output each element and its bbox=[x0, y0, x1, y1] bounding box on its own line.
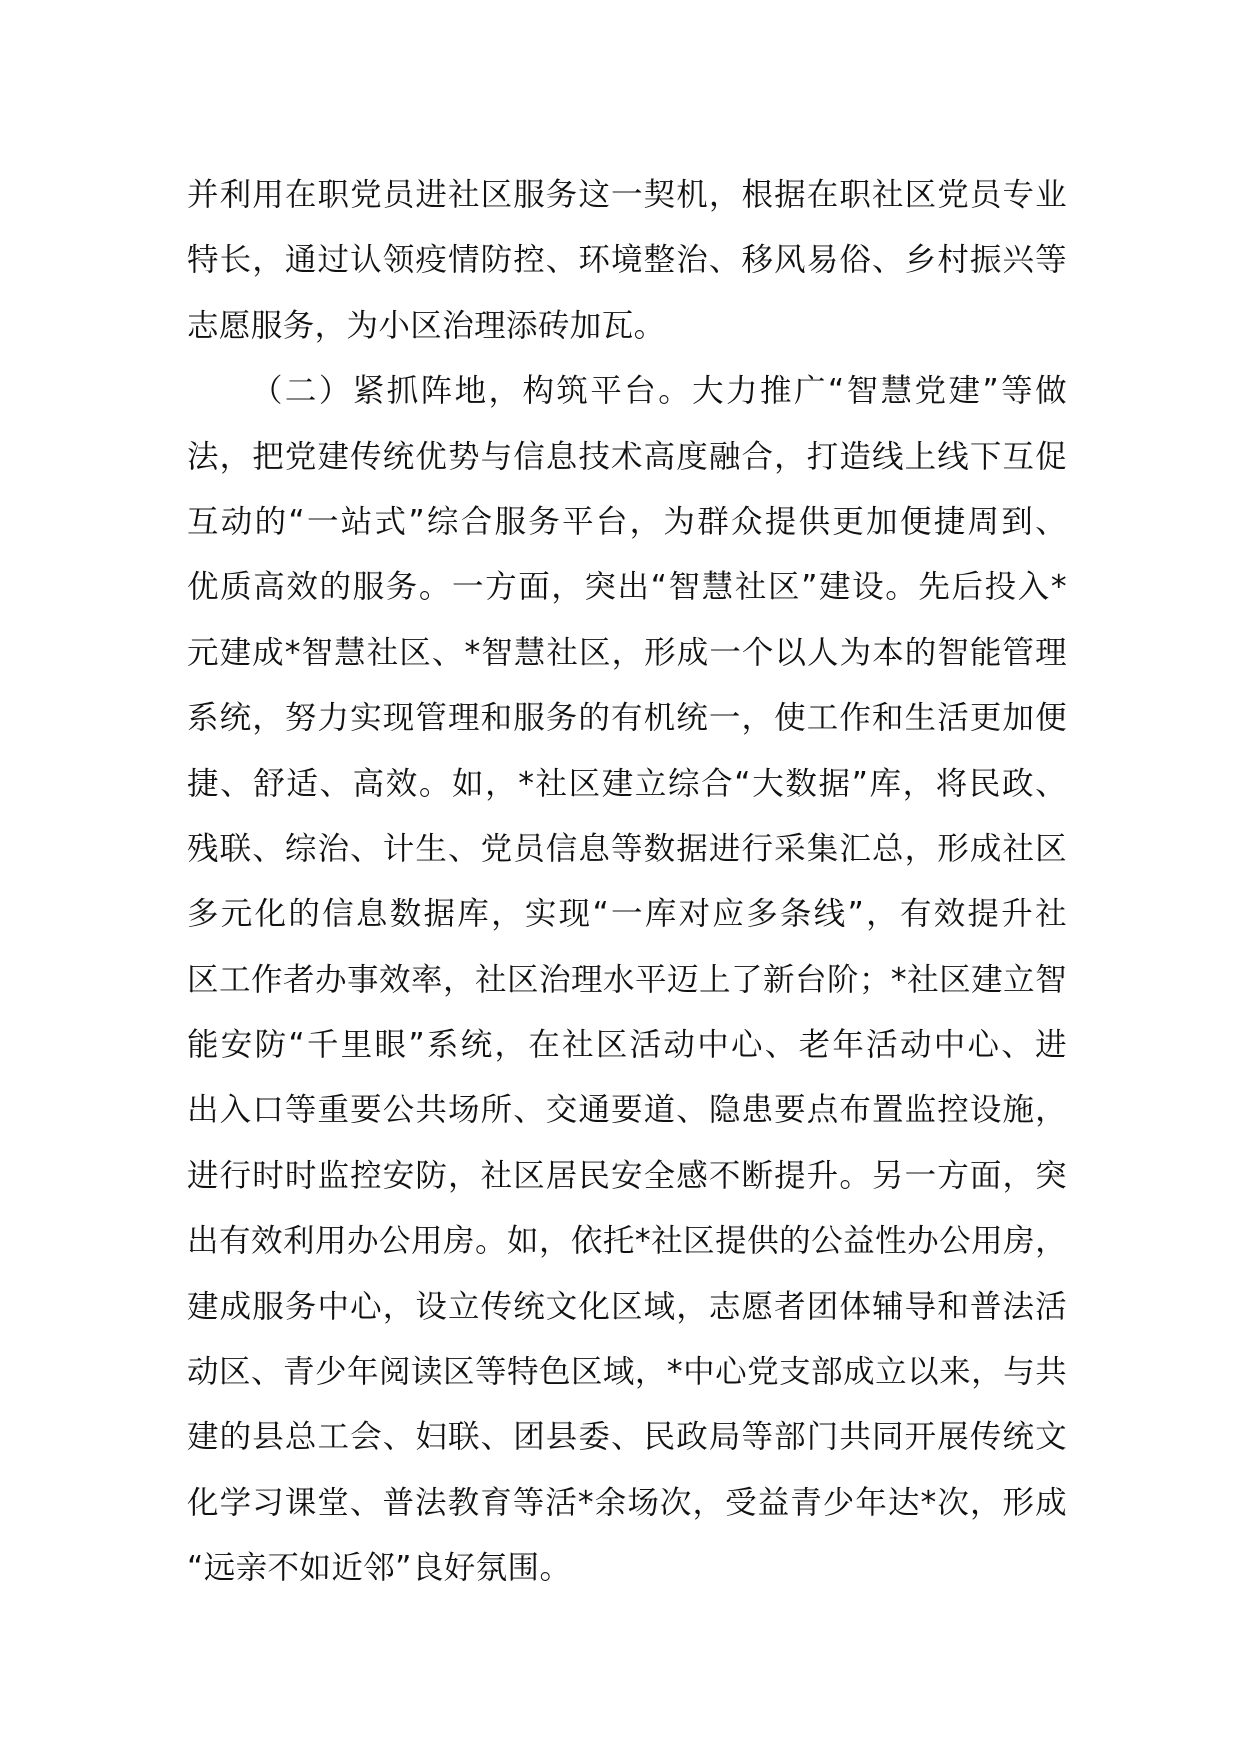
text-line: 化学习课堂、普法教育等活*余场次，受益青少年达*次，形成 bbox=[187, 1484, 1067, 1521]
text-line: 法，把党建传统优势与信息技术高度融合，打造线上线下互促 bbox=[187, 438, 1067, 475]
text-line: 区工作者办事效率，社区治理水平迈上了新台阶；*社区建立智 bbox=[187, 961, 1067, 998]
text-line: 捷、舒适、高效。如，*社区建立综合“大数据”库，将民政、 bbox=[187, 765, 1067, 802]
text-line: 特长，通过认领疫情防控、环境整治、移风易俗、乡村振兴等 bbox=[187, 242, 1067, 279]
text-line: “远亲不如近邻”良好氛围。 bbox=[187, 1550, 572, 1587]
body-text bbox=[187, 163, 1067, 1602]
text-line: 能安防“千里眼”系统，在社区活动中心、老年活动中心、进 bbox=[187, 1027, 1067, 1064]
text-line: 动区、青少年阅读区等特色区域，*中心党支部成立以来，与共 bbox=[187, 1354, 1067, 1391]
text-line: 多元化的信息数据库，实现“一库对应多条线”，有效提升社 bbox=[187, 896, 1067, 933]
text-line: 元建成*智慧社区、*智慧社区，形成一个以人为本的智能管理 bbox=[187, 634, 1067, 671]
text-line: 优质高效的服务。一方面，突出“智慧社区”建设。先后投入* bbox=[187, 569, 1067, 606]
text-line: 互动的“一站式”综合服务平台，为群众提供更加便捷周到、 bbox=[187, 503, 1067, 540]
text-line: 志愿服务，为小区治理添砖加瓦。 bbox=[187, 307, 666, 344]
text-line: 出有效利用办公用房。如，依托*社区提供的公益性办公用房， bbox=[187, 1223, 1067, 1260]
section-heading-line: （二）紧抓阵地，构筑平台。大力推广“智慧党建”等做 bbox=[251, 373, 1067, 410]
text-line: 系统，努力实现管理和服务的有机统一，使工作和生活更加便 bbox=[187, 700, 1067, 737]
text-line: 建成服务中心，设立传统文化区域，志愿者团体辅导和普法活 bbox=[187, 1288, 1067, 1325]
text-line: 出入口等重要公共场所、交通要道、隐患要点布置监控设施， bbox=[187, 1092, 1067, 1129]
text-line: 并利用在职党员进社区服务这一契机，根据在职社区党员专业 bbox=[187, 177, 1067, 213]
text-line: 进行时时监控安防，社区居民安全感不断提升。另一方面，突 bbox=[187, 1157, 1067, 1194]
text-line: 建的县总工会、妇联、团县委、民政局等部门共同开展传统文 bbox=[187, 1419, 1067, 1456]
text-line: 残联、综治、计生、党员信息等数据进行采集汇总，形成社区 bbox=[187, 830, 1067, 867]
